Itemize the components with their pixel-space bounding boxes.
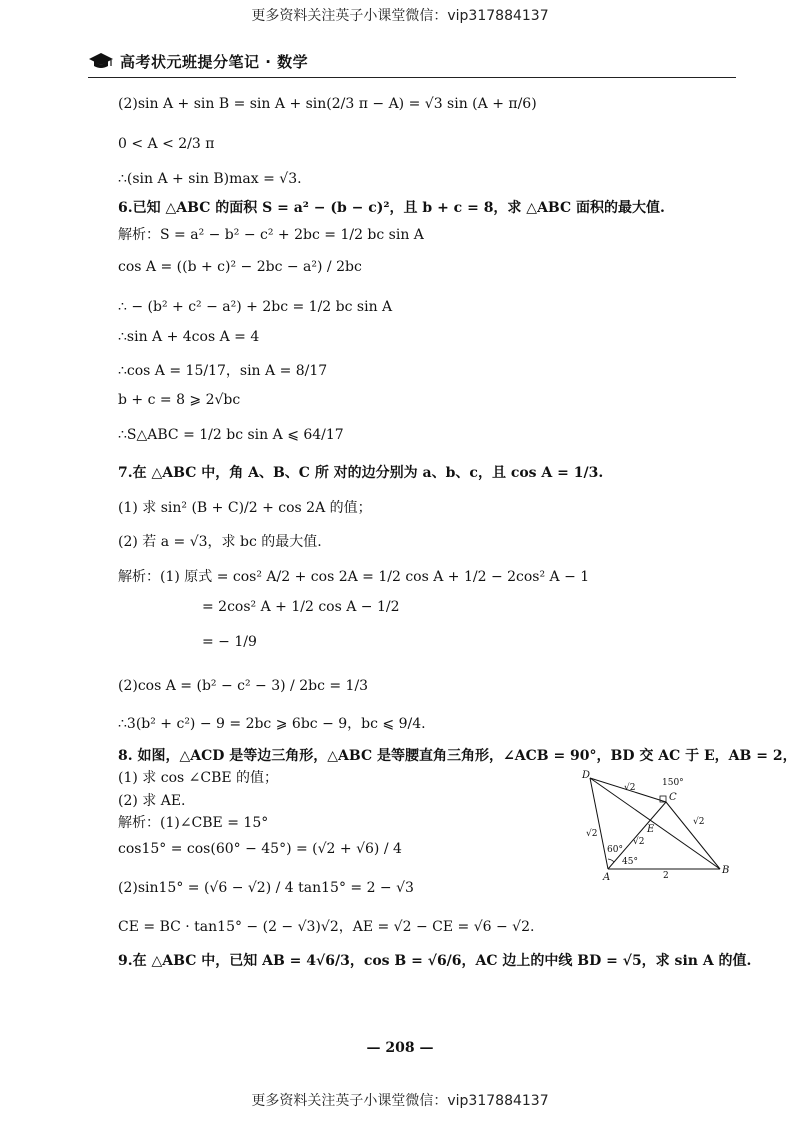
- point-label-d: D: [582, 770, 591, 781]
- graduation-cap-icon: [88, 52, 114, 70]
- text-line: cos15° = cos(60° − 45°) = (√2 + √6) / 4: [118, 841, 402, 857]
- header-title: 高考状元班提分笔记 · 数学: [120, 52, 309, 71]
- text-line: 解析：(1)∠CBE = 15°: [118, 815, 269, 831]
- text-line: 解析：S = a² − b² − c² + 2bc = 1/2 bc sin A: [118, 227, 424, 243]
- text-line: (2) 求 AE.: [118, 793, 186, 809]
- point-label-c: C: [669, 792, 677, 803]
- question-9: 9.在 △ABC 中，已知 AB = 4√6/3，cos B = √6/6，AC 边上的中线 BD = √5，求 sin A 的值.: [118, 953, 752, 969]
- text-line: = − 1/9: [202, 634, 257, 650]
- text-line: (1) 求 sin² (B + C)/2 + cos 2A 的值；: [118, 500, 372, 516]
- text-line: ∴cos A = 15/17，sin A = 8/17: [118, 363, 328, 379]
- segment-label-ab: 2: [663, 871, 669, 880]
- text-line: b + c = 8 ⩾ 2√bc: [118, 392, 241, 408]
- segment-label-ae: √2: [633, 837, 645, 847]
- page-header: [88, 46, 308, 76]
- header-rule: [88, 77, 736, 78]
- text-line: ∴3(b² + c²) − 9 = 2bc ⩾ 6bc − 9，bc ⩽ 9/4.: [118, 716, 426, 732]
- watermark-top: 更多资料关注英子小课堂微信：vip317884137: [251, 8, 549, 24]
- watermark-bottom: 更多资料关注英子小课堂微信：vip317884137: [251, 1093, 549, 1109]
- segment-label-dc: √2: [624, 783, 636, 793]
- question-7: 7.在 △ABC 中，角 A、B、C 所 对的边分别为 a、b、c，且 cos A = 1/3.: [118, 465, 604, 481]
- angle-label-150: 150°: [662, 778, 684, 788]
- text-line: 0 < A < 2/3 π: [118, 136, 215, 152]
- segment-da: [590, 778, 608, 869]
- angle-label-60: 60°: [607, 845, 623, 855]
- text-line: (2) 若 a = √3，求 bc 的最大值.: [118, 534, 322, 550]
- angle-arc: [608, 859, 614, 862]
- point-label-a: A: [603, 872, 611, 880]
- point-label-b: B: [722, 865, 730, 876]
- text-line: 解析：(1) 原式 = cos² A/2 + cos 2A = 1/2 cos A + 1/2 − 2cos² A − 1: [118, 569, 590, 585]
- text-line: ∴ − (b² + c² − a²) + 2bc = 1/2 bc sin A: [118, 299, 393, 315]
- text-line: (1) 求 cos ∠CBE 的值；: [118, 770, 279, 786]
- text-line: cos A = ((b + c)² − 2bc − a²) / 2bc: [118, 259, 362, 275]
- question-8: 8. 如图，△ACD 是等边三角形，△ABC 是等腰直角三角形，∠ACB = 90°，BD 交 AC 于 E，AB = 2，: [118, 748, 797, 764]
- segment-label-cb: √2: [693, 817, 705, 827]
- geometry-figure: [570, 768, 740, 880]
- segment-label-da: √2: [586, 829, 598, 839]
- page-number: — 208 —: [366, 1040, 434, 1056]
- text-line: (2)sin15° = (√6 − √2) / 4 tan15° = 2 − √3: [118, 880, 414, 896]
- segment-cb: [666, 802, 720, 869]
- point-label-e: E: [647, 824, 655, 835]
- text-line: (2)cos A = (b² − c² − 3) / 2bc = 1/3: [118, 678, 369, 694]
- text-line: ∴S△ABC = 1/2 bc sin A ⩽ 64/17: [118, 427, 344, 443]
- text-line: ∴sin A + 4cos A = 4: [118, 329, 260, 345]
- text-line: CE = BC · tan15° − (2 − √3)√2，AE = √2 − CE = √6 − √2.: [118, 919, 535, 935]
- question-6: 6.已知 △ABC 的面积 S = a² − (b − c)²，且 b + c = 8，求 △ABC 面积的最大值.: [118, 200, 665, 216]
- angle-label-45: 45°: [622, 857, 638, 867]
- text-line: ∴(sin A + sin B)max = √3.: [118, 171, 302, 187]
- text-line: (2)sin A + sin B = sin A + sin(2/3 π − A) = √3 sin (A + π/6): [118, 96, 537, 112]
- text-line: = 2cos² A + 1/2 cos A − 1/2: [202, 599, 400, 615]
